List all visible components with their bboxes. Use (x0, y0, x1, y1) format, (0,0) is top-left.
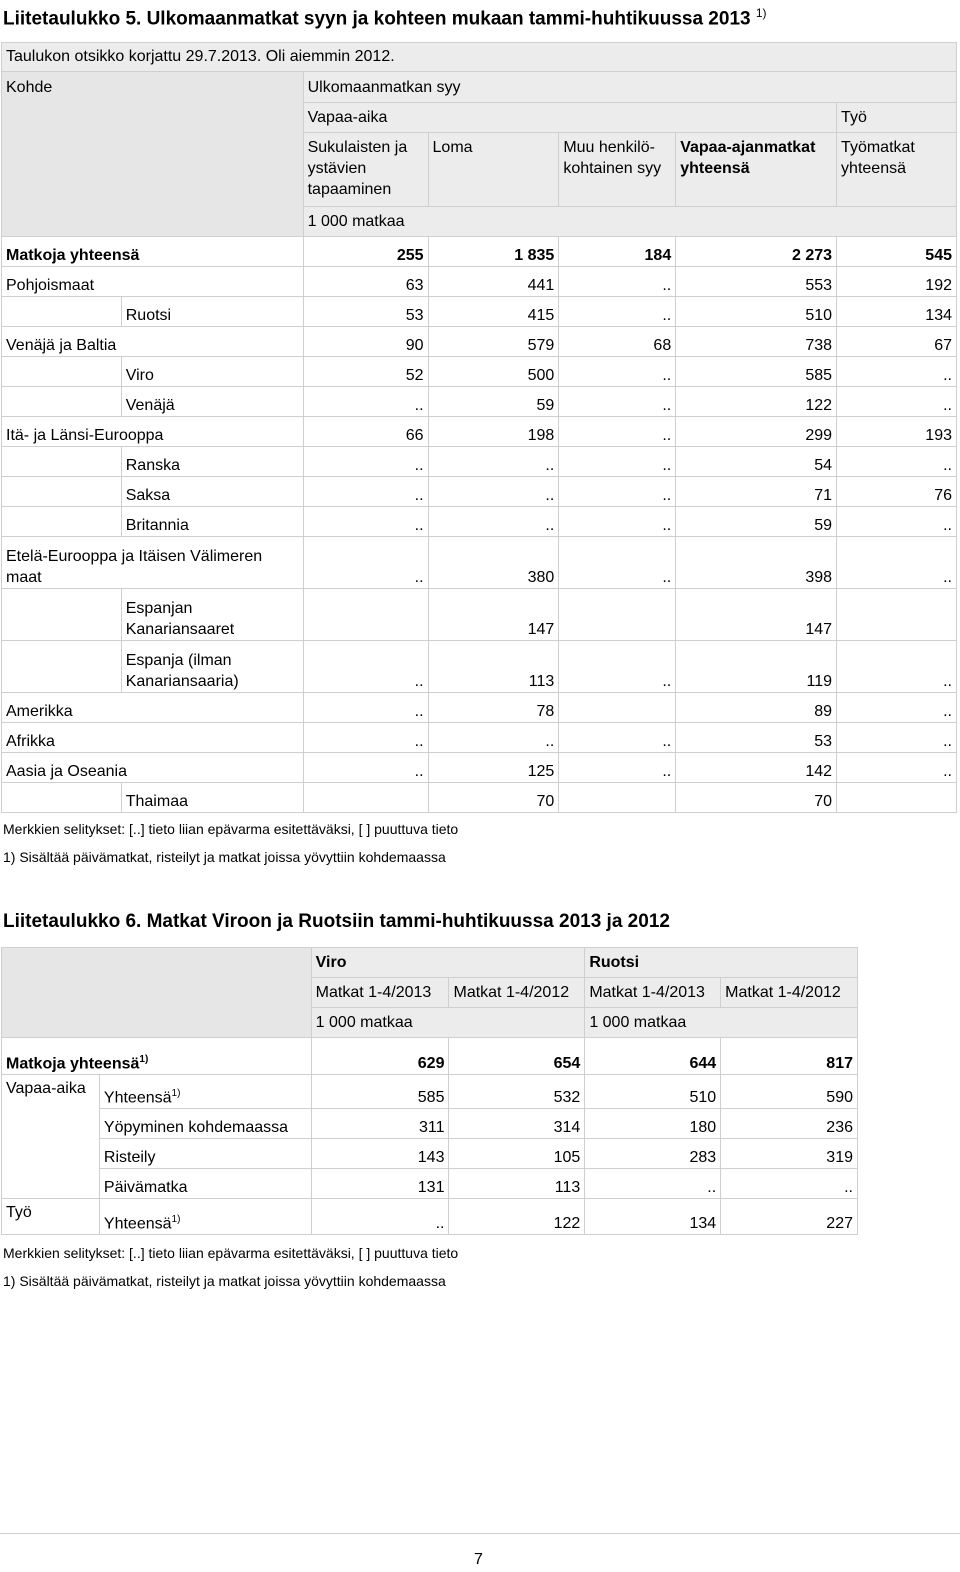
table-cell: .. (303, 477, 428, 507)
table-cell: .. (559, 507, 676, 537)
table-row (2, 783, 957, 813)
table-cell: .. (303, 693, 428, 723)
table6 (1, 947, 858, 1235)
table-cell: .. (303, 447, 428, 477)
table-cell: .. (303, 537, 428, 589)
table-row (2, 507, 957, 537)
t6-header-c1: Matkat 1-4/2013 (311, 978, 449, 1008)
t6-cell: .. (721, 1169, 858, 1199)
t6-row-total-label: Matkoja yhteensä$^{1)}$ (2, 1038, 312, 1075)
indent-cell (2, 447, 122, 477)
row-label: Afrikka (2, 723, 304, 753)
table-row (2, 267, 957, 297)
t6-header-unit2: 1 000 matkaa (585, 1008, 858, 1038)
t6-row-label: Risteily (99, 1139, 311, 1169)
header-tyo: Työ (837, 103, 957, 133)
t6-cell: .. (311, 1199, 449, 1235)
table-cell: 553 (676, 267, 837, 297)
row-label: Britannia (121, 507, 303, 537)
table-cell: .. (559, 477, 676, 507)
t6-cell: 236 (721, 1109, 858, 1139)
t6-header-c4: Matkat 1-4/2012 (721, 978, 858, 1008)
table-cell: 441 (428, 267, 559, 297)
table-cell: 585 (676, 357, 837, 387)
table-cell: 142 (676, 753, 837, 783)
table-cell: .. (837, 357, 957, 387)
table6-note-symbols: Merkkien selitykset: [..] tieto liian epävarma esitettäväksi, [ ] puuttuva tieto (3, 1245, 459, 1261)
t6-group-vapaa-aika: Vapaa-aika (2, 1075, 100, 1199)
t6-cell: 122 (449, 1199, 585, 1235)
table-cell: .. (837, 641, 957, 693)
table-cell (559, 693, 676, 723)
table-cell: 134 (837, 297, 957, 327)
table-cell: .. (837, 537, 957, 589)
row-label: Venäjä (121, 387, 303, 417)
table-cell: 398 (676, 537, 837, 589)
row-label: Saksa (121, 477, 303, 507)
t6-header-c3: Matkat 1-4/2013 (585, 978, 721, 1008)
table-cell: .. (303, 387, 428, 417)
table-row (2, 537, 957, 589)
t6-header-unit1: 1 000 matkaa (311, 1008, 585, 1038)
t6-header-c2: Matkat 1-4/2012 (449, 978, 585, 1008)
table-cell: 59 (428, 387, 559, 417)
table-cell: .. (559, 537, 676, 589)
t6-cell: 590 (721, 1075, 858, 1109)
table-row (2, 237, 957, 267)
row-label: Venäjä ja Baltia (2, 327, 304, 357)
table-cell: 184 (559, 237, 676, 267)
table-row (2, 357, 957, 387)
table-cell: 76 (837, 477, 957, 507)
table-cell: 415 (428, 297, 559, 327)
table-cell: 67 (837, 327, 957, 357)
table5-title: Liitetaulukko 5. Ulkomaanmatkat syyn ja kohteen mukaan tammi-huhtikuussa 2013 $^{1)}$ (3, 6, 767, 30)
t6-row-label: Yöpyminen kohdemaassa (99, 1109, 311, 1139)
t6-cell: 510 (585, 1075, 721, 1109)
table-cell: 70 (676, 783, 837, 813)
table-cell: .. (559, 417, 676, 447)
header-kohde: Kohde (2, 72, 304, 237)
t6-header-ruotsi: Ruotsi (585, 948, 858, 978)
row-label: Espanjan Kanariansaaret (121, 589, 303, 641)
t6-row-label: Yhteensä$^{1)}$ (99, 1075, 311, 1109)
table-cell: .. (428, 723, 559, 753)
table-cell: 78 (428, 693, 559, 723)
t6-cell: 131 (311, 1169, 449, 1199)
table-cell: .. (559, 447, 676, 477)
t6-cell: 644 (585, 1038, 721, 1075)
row-label: Etelä-Eurooppa ja Itäisen Välimeren maat (2, 537, 304, 589)
page-number: 7 (474, 1551, 483, 1568)
table-cell: 70 (428, 783, 559, 813)
table-cell: 125 (428, 753, 559, 783)
indent-cell (2, 357, 122, 387)
table-cell: 68 (559, 327, 676, 357)
table-cell: .. (428, 507, 559, 537)
table-cell: 579 (428, 327, 559, 357)
indent-cell (2, 477, 122, 507)
indent-cell (2, 297, 122, 327)
table-cell: 113 (428, 641, 559, 693)
t6-cell: 532 (449, 1075, 585, 1109)
table-cell: .. (559, 723, 676, 753)
t6-cell: 227 (721, 1199, 858, 1235)
table-cell: 66 (303, 417, 428, 447)
row-label: Ruotsi (121, 297, 303, 327)
row-label: Amerikka (2, 693, 304, 723)
indent-cell (2, 589, 122, 641)
row-label: Matkoja yhteensä (2, 237, 304, 267)
indent-cell (2, 387, 122, 417)
t6-row-label: Päivämatka (99, 1169, 311, 1199)
t6-cell: 105 (449, 1139, 585, 1169)
table-cell: 380 (428, 537, 559, 589)
header-sukulaisten: Sukulaisten ja ystävien tapaaminen (303, 133, 428, 207)
table-cell: 53 (676, 723, 837, 753)
t6-cell: 319 (721, 1139, 858, 1169)
table-row (2, 477, 957, 507)
t6-group-tyo: Työ (2, 1199, 100, 1235)
table-cell: 147 (428, 589, 559, 641)
table-cell: 119 (676, 641, 837, 693)
table-cell: 1 835 (428, 237, 559, 267)
table-cell (837, 589, 957, 641)
table-row (2, 723, 957, 753)
indent-cell (2, 507, 122, 537)
table-cell: .. (837, 507, 957, 537)
row-label: Thaimaa (121, 783, 303, 813)
table-cell: .. (303, 641, 428, 693)
table5-note-symbols: Merkkien selitykset: [..] tieto liian epävarma esitettäväksi, [ ] puuttuva tieto (3, 821, 459, 837)
header-unit: 1 000 matkaa (303, 207, 956, 237)
table-cell: 545 (837, 237, 957, 267)
indent-cell (2, 783, 122, 813)
table-row (2, 297, 957, 327)
table-cell: 90 (303, 327, 428, 357)
header-vapaa-aika: Vapaa-aika (303, 103, 836, 133)
row-label: Espanja (ilman Kanariansaaria) (121, 641, 303, 693)
table-cell: 255 (303, 237, 428, 267)
table-cell: .. (559, 357, 676, 387)
t6-cell: 585 (311, 1075, 449, 1109)
table-cell: .. (559, 753, 676, 783)
table-cell: 193 (837, 417, 957, 447)
t6-cell: 311 (311, 1109, 449, 1139)
header-vapaa-yhteensa: Vapaa-ajanmatkat yhteensä (676, 133, 837, 207)
t6-header-viro: Viro (311, 948, 585, 978)
t6-cell: 817 (721, 1038, 858, 1075)
table-cell: 500 (428, 357, 559, 387)
table-cell: 53 (303, 297, 428, 327)
table-cell: .. (559, 267, 676, 297)
t6-cell: 654 (449, 1038, 585, 1075)
table5 (1, 42, 957, 813)
table-cell: 510 (676, 297, 837, 327)
row-label: Ranska (121, 447, 303, 477)
table-cell: 63 (303, 267, 428, 297)
table-cell: .. (837, 447, 957, 477)
header-muu: Muu henkilö-kohtainen syy (559, 133, 676, 207)
table-cell: 198 (428, 417, 559, 447)
t6-cell: 283 (585, 1139, 721, 1169)
t6-cell: 314 (449, 1109, 585, 1139)
t6-cell: 629 (311, 1038, 449, 1075)
table-row (2, 447, 957, 477)
table-cell: 59 (676, 507, 837, 537)
row-label: Pohjoismaat (2, 267, 304, 297)
footer-rule (0, 1533, 960, 1534)
t6-cell: 113 (449, 1169, 585, 1199)
table5-note-footnote: 1) Sisältää päivämatkat, risteilyt ja matkat joissa yövyttiin kohdemaassa (3, 849, 446, 865)
table-cell: .. (559, 387, 676, 417)
row-label: Aasia ja Oseania (2, 753, 304, 783)
table-cell: 89 (676, 693, 837, 723)
table5-caption: Taulukon otsikko korjattu 29.7.2013. Oli aiemmin 2012. (2, 43, 957, 72)
row-label: Itä- ja Länsi-Eurooppa (2, 417, 304, 447)
table-cell: 54 (676, 447, 837, 477)
table-row (2, 417, 957, 447)
table-row (2, 387, 957, 417)
table-cell: 147 (676, 589, 837, 641)
t6-cell: 180 (585, 1109, 721, 1139)
table-cell: .. (559, 297, 676, 327)
table-row (2, 327, 957, 357)
t6-corner (2, 948, 312, 1038)
table-cell: 122 (676, 387, 837, 417)
row-label: Viro (121, 357, 303, 387)
table-cell: 2 273 (676, 237, 837, 267)
t6-cell: 143 (311, 1139, 449, 1169)
table-cell: .. (837, 693, 957, 723)
table6-note-footnote: 1) Sisältää päivämatkat, risteilyt ja matkat joissa yövyttiin kohdemaassa (3, 1273, 446, 1289)
table-row (2, 693, 957, 723)
t6-row-label: Yhteensä$^{1)}$ (99, 1199, 311, 1235)
table-cell: .. (559, 641, 676, 693)
table-row (2, 753, 957, 783)
table-cell: 299 (676, 417, 837, 447)
table-cell: .. (837, 723, 957, 753)
table-cell (559, 783, 676, 813)
table-cell (303, 783, 428, 813)
header-syy: Ulkomaanmatkan syy (303, 72, 956, 103)
table-cell: .. (837, 387, 957, 417)
table-cell: .. (428, 477, 559, 507)
table-cell: 192 (837, 267, 957, 297)
table-cell (559, 589, 676, 641)
table-cell: .. (303, 507, 428, 537)
table6-title: Liitetaulukko 6. Matkat Viroon ja Ruotsiin tammi-huhtikuussa 2013 ja 2012 (3, 911, 670, 932)
indent-cell (2, 641, 122, 693)
table-cell: 52 (303, 357, 428, 387)
table-cell: 71 (676, 477, 837, 507)
table-cell: 738 (676, 327, 837, 357)
t6-cell: .. (585, 1169, 721, 1199)
table-cell (837, 783, 957, 813)
table-cell (303, 589, 428, 641)
table-cell: .. (303, 753, 428, 783)
table-cell: .. (303, 723, 428, 753)
t6-cell: 134 (585, 1199, 721, 1235)
header-loma: Loma (428, 133, 559, 207)
table-row (2, 589, 957, 641)
table-row (2, 641, 957, 693)
table-cell: .. (428, 447, 559, 477)
header-tyo-yhteensa: Työmatkat yhteensä (837, 133, 957, 207)
table-cell: .. (837, 753, 957, 783)
